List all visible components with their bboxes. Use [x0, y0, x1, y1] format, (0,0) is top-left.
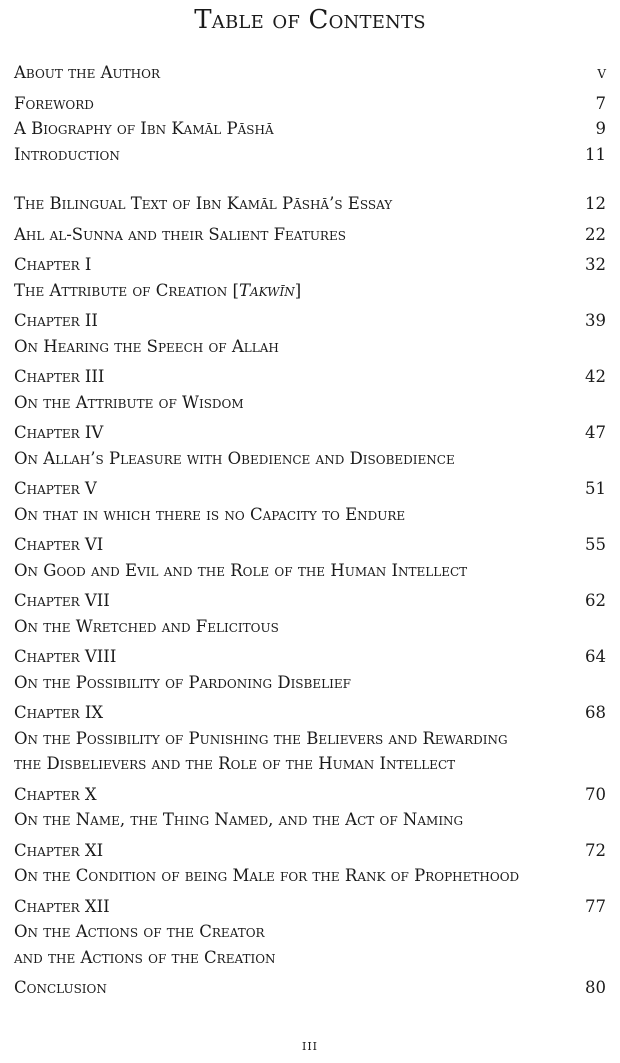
toc-entry-chapter-6[interactable] [14, 532, 606, 583]
toc-page-number: 22 [585, 224, 606, 244]
toc-chapter-number: Chapter II [14, 311, 98, 330]
toc-entry-label [14, 588, 279, 639]
page-title: Table of Contents [194, 5, 426, 35]
toc-entry-chapter-7[interactable] [14, 588, 606, 639]
toc-entry-label [14, 644, 351, 695]
toc-chapter-number: Chapter VI [14, 535, 104, 554]
toc-chapter-number: Chapter X [14, 784, 97, 804]
toc-entry-label [14, 142, 120, 168]
toc-page-number: 55 [585, 535, 606, 554]
toc-chapter-title: On the Actions of the Creator [14, 922, 265, 941]
toc-page-number: 9 [595, 119, 606, 138]
toc-entry-label [14, 975, 107, 1001]
toc-page-number: 77 [585, 896, 606, 916]
toc-entry-introduction[interactable] [14, 142, 606, 168]
toc-chapter-title: On Good and Evil and the Role of the Human Intellect [14, 560, 468, 580]
toc-entry-label [14, 222, 346, 248]
toc-entry-label [14, 252, 301, 303]
table-of-contents [14, 60, 606, 1001]
toc-entry-bilingual-text[interactable] [14, 191, 606, 217]
toc-chapter-number: Chapter IV [14, 423, 104, 442]
toc-chapter-number: Chapter I [14, 255, 92, 274]
toc-entry-chapter-10[interactable] [14, 782, 606, 833]
toc-line: A Biography of Ibn Kamāl Pāshā [14, 119, 274, 138]
toc-chapter-title: On the Attribute of Wisdom [14, 392, 244, 412]
toc-entry-label [14, 838, 519, 889]
toc-line: The Bilingual Text of Ibn Kamāl Pāshā’s Essay [14, 194, 393, 213]
toc-entry-about-author[interactable] [14, 60, 606, 86]
toc-entry-label [14, 476, 405, 527]
toc-page-number: 11 [585, 144, 606, 164]
toc-entry-label [14, 532, 467, 583]
toc-chapter-title-cont: and the Actions of the Creation [14, 947, 276, 967]
toc-chapter-number: Chapter XI [14, 840, 104, 860]
toc-page-number: 39 [585, 311, 606, 330]
toc-entry-chapter-2[interactable] [14, 308, 606, 359]
toc-title-part: The Attribute of Creation [ [14, 280, 239, 300]
toc-entry-foreword[interactable] [14, 91, 606, 117]
toc-entry-ahl-al-sunna[interactable] [14, 222, 606, 248]
toc-entry-chapter-3[interactable] [14, 364, 606, 415]
toc-chapter-title: On that in which there is no Capacity to Endure [14, 504, 406, 524]
toc-entry-chapter-5[interactable] [14, 476, 606, 527]
toc-page-number: 70 [585, 784, 606, 804]
toc-chapter-title: On the Wretched and Felicitous [14, 616, 279, 636]
toc-entry-chapter-9[interactable] [14, 700, 606, 777]
toc-page-number: v [597, 63, 606, 82]
toc-chapter-number: Chapter III [14, 367, 105, 386]
toc-page-number: 32 [585, 255, 606, 274]
toc-title-suffix: ] [294, 280, 302, 300]
toc-page-number: 68 [585, 703, 606, 722]
page-folio: iii [301, 1036, 319, 1054]
toc-page-number: 42 [585, 367, 606, 386]
toc-line: Introduction [14, 144, 120, 164]
toc-entry-chapter-11[interactable] [14, 838, 606, 889]
toc-chapter-title [14, 278, 301, 304]
toc-entry-label [14, 308, 279, 359]
toc-line: Foreword [14, 93, 94, 113]
toc-entry-label [14, 420, 455, 471]
toc-entry-conclusion[interactable] [14, 975, 606, 1001]
toc-page-number: 12 [585, 194, 606, 213]
toc-entry-label [14, 782, 463, 833]
toc-entry-label [14, 116, 274, 142]
toc-line: About the Author [14, 63, 161, 82]
toc-entry-label [14, 894, 276, 971]
toc-chapter-number: Chapter IX [14, 703, 104, 722]
toc-chapter-title: On the Possibility of Punishing the Believers and Rewarding [14, 728, 508, 748]
toc-entry-label [14, 191, 392, 217]
toc-entry-chapter-4[interactable] [14, 420, 606, 471]
toc-page-number: 64 [585, 647, 606, 666]
toc-chapter-title: On the Possibility of Pardoning Disbelief [14, 672, 351, 692]
toc-line: Ahl al-Sunna and their Salient Features [14, 224, 346, 244]
toc-chapter-title: On Hearing the Speech of Allah [14, 336, 279, 356]
toc-chapter-number: Chapter XII [14, 896, 110, 916]
toc-chapter-title: On the Name, the Thing Named, and the Act of Naming [14, 810, 464, 829]
toc-page-number: 72 [585, 840, 606, 860]
toc-chapter-number: Chapter VIII [14, 647, 117, 666]
toc-title-italic: Takwīn [238, 280, 295, 300]
toc-chapter-number: Chapter VII [14, 591, 110, 610]
toc-entry-label [14, 700, 508, 777]
toc-chapter-number: Chapter V [14, 479, 97, 498]
toc-page-number: 47 [585, 423, 606, 442]
toc-page-number: 7 [595, 93, 606, 113]
toc-entry-biography[interactable] [14, 116, 606, 142]
toc-chapter-title: On the Condition of being Male for the Rank of Prophethood [14, 866, 520, 885]
toc-chapter-title-cont: the Disbelievers and the Role of the Human Intellect [14, 754, 456, 773]
toc-page-number: 80 [585, 978, 606, 997]
toc-entry-chapter-1[interactable] [14, 252, 606, 303]
toc-entry-chapter-12[interactable] [14, 894, 606, 971]
toc-entry-label [14, 60, 160, 86]
toc-page-number: 51 [585, 479, 606, 498]
toc-entry-chapter-8[interactable] [14, 644, 606, 695]
toc-entry-label [14, 364, 244, 415]
toc-page-number: 62 [585, 591, 606, 610]
toc-line: Conclusion [14, 978, 107, 997]
toc-chapter-title: On Allah’s Pleasure with Obedience and Disobedience [14, 448, 455, 468]
toc-entry-label [14, 91, 94, 117]
